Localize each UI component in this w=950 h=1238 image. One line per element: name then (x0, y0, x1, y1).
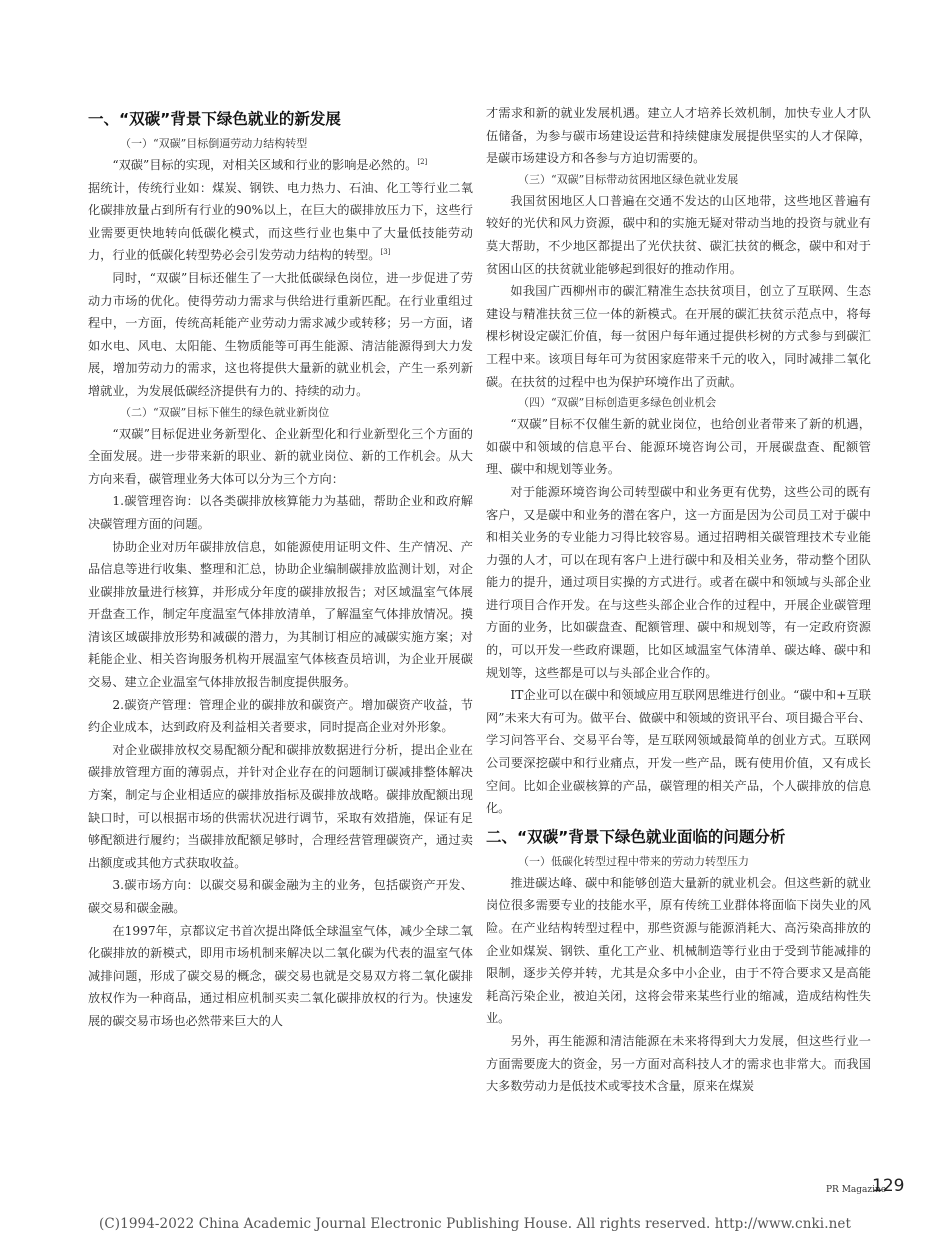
paragraph: 如我国广西柳州市的碳汇精准生态扶贫项目，创立了互联网、生态建设与精准扶贫三位一体的新模式。在开展的碳汇扶贫示范点中，将每棵杉树设定碳汇价值，每一贫困户每年通过提供杉树的方式参与到碳汇工程中来。该项目每年可为贫困家庭带来千元的收入，同时减排二氧化碳。在扶贫的过程中也为保护环境作出了贡献。 (486, 284, 871, 389)
paragraph: “双碳”目标的实现，对相关区域和行业的影响是必然的。[2] (112, 157, 428, 172)
section-heading-2: 二、“双碳”背景下绿色就业面临的问题分析 (486, 827, 786, 846)
paragraph: 同时，“双碳”目标还催生了一大批低碳绿色岗位，进一步促进了劳动力市场的优化。使得劳动力需求与供给进行重新匹配。在行业重组过程中，一方面，传统高耗能产业劳动力需求减少或转移；另一方面，诸如水电、风电、太阳能、生物质能等可再生能源、清洁能源得到大力发展，增加劳动力的需求，这也将提供大量新的就业机会，产生一系列新增就业，为发展低碳经济提供有力的、持续的动力。 (88, 270, 473, 398)
subsection-heading: （三）“双碳”目标带动贫困地区绿色就业发展 (518, 172, 739, 186)
paragraph: 对企业碳排放权交易配额分配和碳排放数据进行分析，提出企业在碳排放管理方面的薄弱点，并针对企业存在的问题制订碳减排整体解决方案，制定与企业相适应的碳排放指标及碳排放战略。碳排放配额出现缺口时，可以根据市场的供需状况进行调节，采取有效措施，保证有足够配额进行履约；当碳排放配额足够时，合理经营管理碳资产，通过卖出额度或其他方式获取收益。 (88, 742, 473, 870)
paragraph: 3.碳市场方向：以碳交易和碳金融为主的业务，包括碳资产开发、碳交易和碳金融。 (88, 878, 473, 915)
magazine-name: PR Magazine (826, 1185, 887, 1195)
paragraph: 我国贫困地区人口普遍在交通不发达的山区地带，这些地区普遍有较好的光伏和风力资源，碳中和的实施无疑对带动当地的投资与就业有莫大帮助，不少地区都提出了光伏扶贫、碳汇扶贫的概念，碳中和对于贫困山区的扶贫就业能够起到很好的推动作用。 (486, 193, 871, 276)
page-number: 129 (872, 1176, 905, 1196)
citation-ref[interactable]: [2] (417, 157, 428, 166)
subsection-heading: （一）“双碳”目标倒逼劳动力结构转型 (120, 137, 308, 150)
paragraph: IT企业可以在碳中和领域应用互联网思维进行创业。“碳中和+互联网”未来大有可为。做平台、做碳中和领域的资讯平台、项目撮合平台、学习问答平台、交易平台等，是互联网领域最简单的创业方式。互联网公司要深挖碳中和行业痛点，开发一些产品，既有使用价值，又有成长空间。比如企业碳核算的产品，碳管理的相关产品，个人碳排放的信息化。 (486, 688, 871, 816)
section-heading-1: 一、“双碳”背景下绿色就业的新发展 (88, 110, 341, 128)
paragraph: 2.碳资产管理：管理企业的碳排放和碳资产。增加碳资产收益，节约企业成本，达到政府及利益相关者要求，同时提高企业对外形象。 (88, 697, 473, 735)
paragraph: “双碳”目标促进业务新型化、企业新型化和行业新型化三个方面的全面发展。进一步带来新的职业、新的就业岗位、新的工作机会。从大方向来看，碳管理业务大体可以分为三个方向： (88, 426, 473, 486)
subsection-heading: （一）低碳化转型过程中带来的劳动力转型压力 (518, 854, 749, 868)
paragraph: 据统计，传统行业如：煤炭、钢铁、电力热力、石油、化工等行业二氧化碳排放量占到所有行业的90%以上，在巨大的碳排放压力下，这些行业需要更快地转向低碳化模式，而这些行业也集中了大量低技能劳动力，行业的低碳化转型势必会引发劳动力结构的转型。[3] (88, 180, 473, 263)
subsection-heading: （四）“双碳”目标创造更多绿色创业机会 (518, 396, 717, 410)
copyright-line: (C)1994-2022 China Academic Journal Electronic Publishing House. All rights reserved. http://www.cnki.net (98, 1216, 852, 1232)
citation-ref[interactable]: [3] (380, 248, 391, 257)
paragraph: 对于能源环境咨询公司转型碳中和业务更有优势，这些公司的既有客户，又是碳中和业务的潜在客户，这一方面是因为公司员工对于碳中和相关业务的专业能力习得比较容易。通过招聘相关碳管理技术专业能力强的人才，可以在现有客户上进行碳中和及相关业务，带动整个团队能力的提升，通过项目实操的方式进行。或者在碳中和领域与头部企业进行项目合作开发。在与这些头部企业合作的过程中，开展企业碳管理方面的业务，比如碳盘查、配额管理、碳中和规划等，有一定政府资源的，可以开发一些政府课题，比如区域温室气体清单、碳达峰、碳中和规划等，这些都是可以与头部企业合作的。 (486, 484, 871, 680)
paragraph: 协助企业对历年碳排放信息，如能源使用证明文件、生产情况、产品信息等进行收集、整理和汇总，协助企业编制碳排放监测计划，对企业碳排放量进行核算，并形成分年度的碳排放报告；对区域温室气体展开盘查工作，制定年度温室气体排放清单，了解温室气体排放情况。摸清该区域碳排放形势和减碳的潜力，为其制订相应的减碳实施方案；对耗能企业、相关咨询服务机构开展温室气体核查员培训，为企业开展碳交易、建立企业温室气体排放报告制度提供服务。 (88, 539, 473, 690)
paragraph: 1.碳管理咨询：以各类碳排放核算能力为基础，帮助企业和政府解决碳管理方面的问题。 (88, 494, 473, 531)
paragraph: 另外，再生能源和清洁能源在未来将得到大力发展，但这些行业一方面需要庞大的资金，另一方面对高科技人才的需求也非常大。而我国大多数劳动力是低技术或零技术含量，原来在煤炭 (486, 1033, 871, 1094)
subsection-heading: （二）“双碳”目标下催生的绿色就业新岗位 (120, 405, 330, 419)
paragraph: 才需求和新的就业发展机遇。建立人才培养长效机制，加快专业人才队伍储备，为参与碳市场建设运营和持续健康发展提供坚实的人才保障，是碳市场建设方和各参与方迫切需要的。 (486, 106, 871, 166)
paragraph: 推进碳达峰、碳中和能够创造大量新的就业机会。但这些新的就业岗位很多需要专业的技能水平，原有传统工业群体将面临下岗失业的风险。在产业结构转型过程中，那些资源与能源消耗大、高污染高排放的企业如煤炭、钢铁、重化工产业、机械制造等行业由于受到节能减排的限制，逐步关停并转，尤其是众多中小企业，由于不符合要求又是高能耗高污染企业，被迫关闭，这将会带来某些行业的缩减，造成结构性失业。 (486, 875, 871, 1026)
left-column (88, 102, 473, 1033)
paragraph: “双碳”目标不仅催生新的就业岗位，也给创业者带来了新的机遇，如碳中和领域的信息平台、能源环境咨询公司，开展碳盘查、配额管理、碳中和规划等业务。 (486, 417, 871, 477)
right-column (486, 102, 871, 1098)
paragraph: 在1997年，京都议定书首次提出降低全球温室气体，减少全球二氧化碳排放的新模式，即用市场机制来解决以二氧化碳为代表的温室气体减排问题，形成了碳交易的概念，碳交易也就是交易双方将二氧化碳排放权作为一种商品，通过相应机制买卖二氧化碳排放权的行为。快速发展的碳交易市场也必然带来巨大的人 (88, 923, 473, 1028)
